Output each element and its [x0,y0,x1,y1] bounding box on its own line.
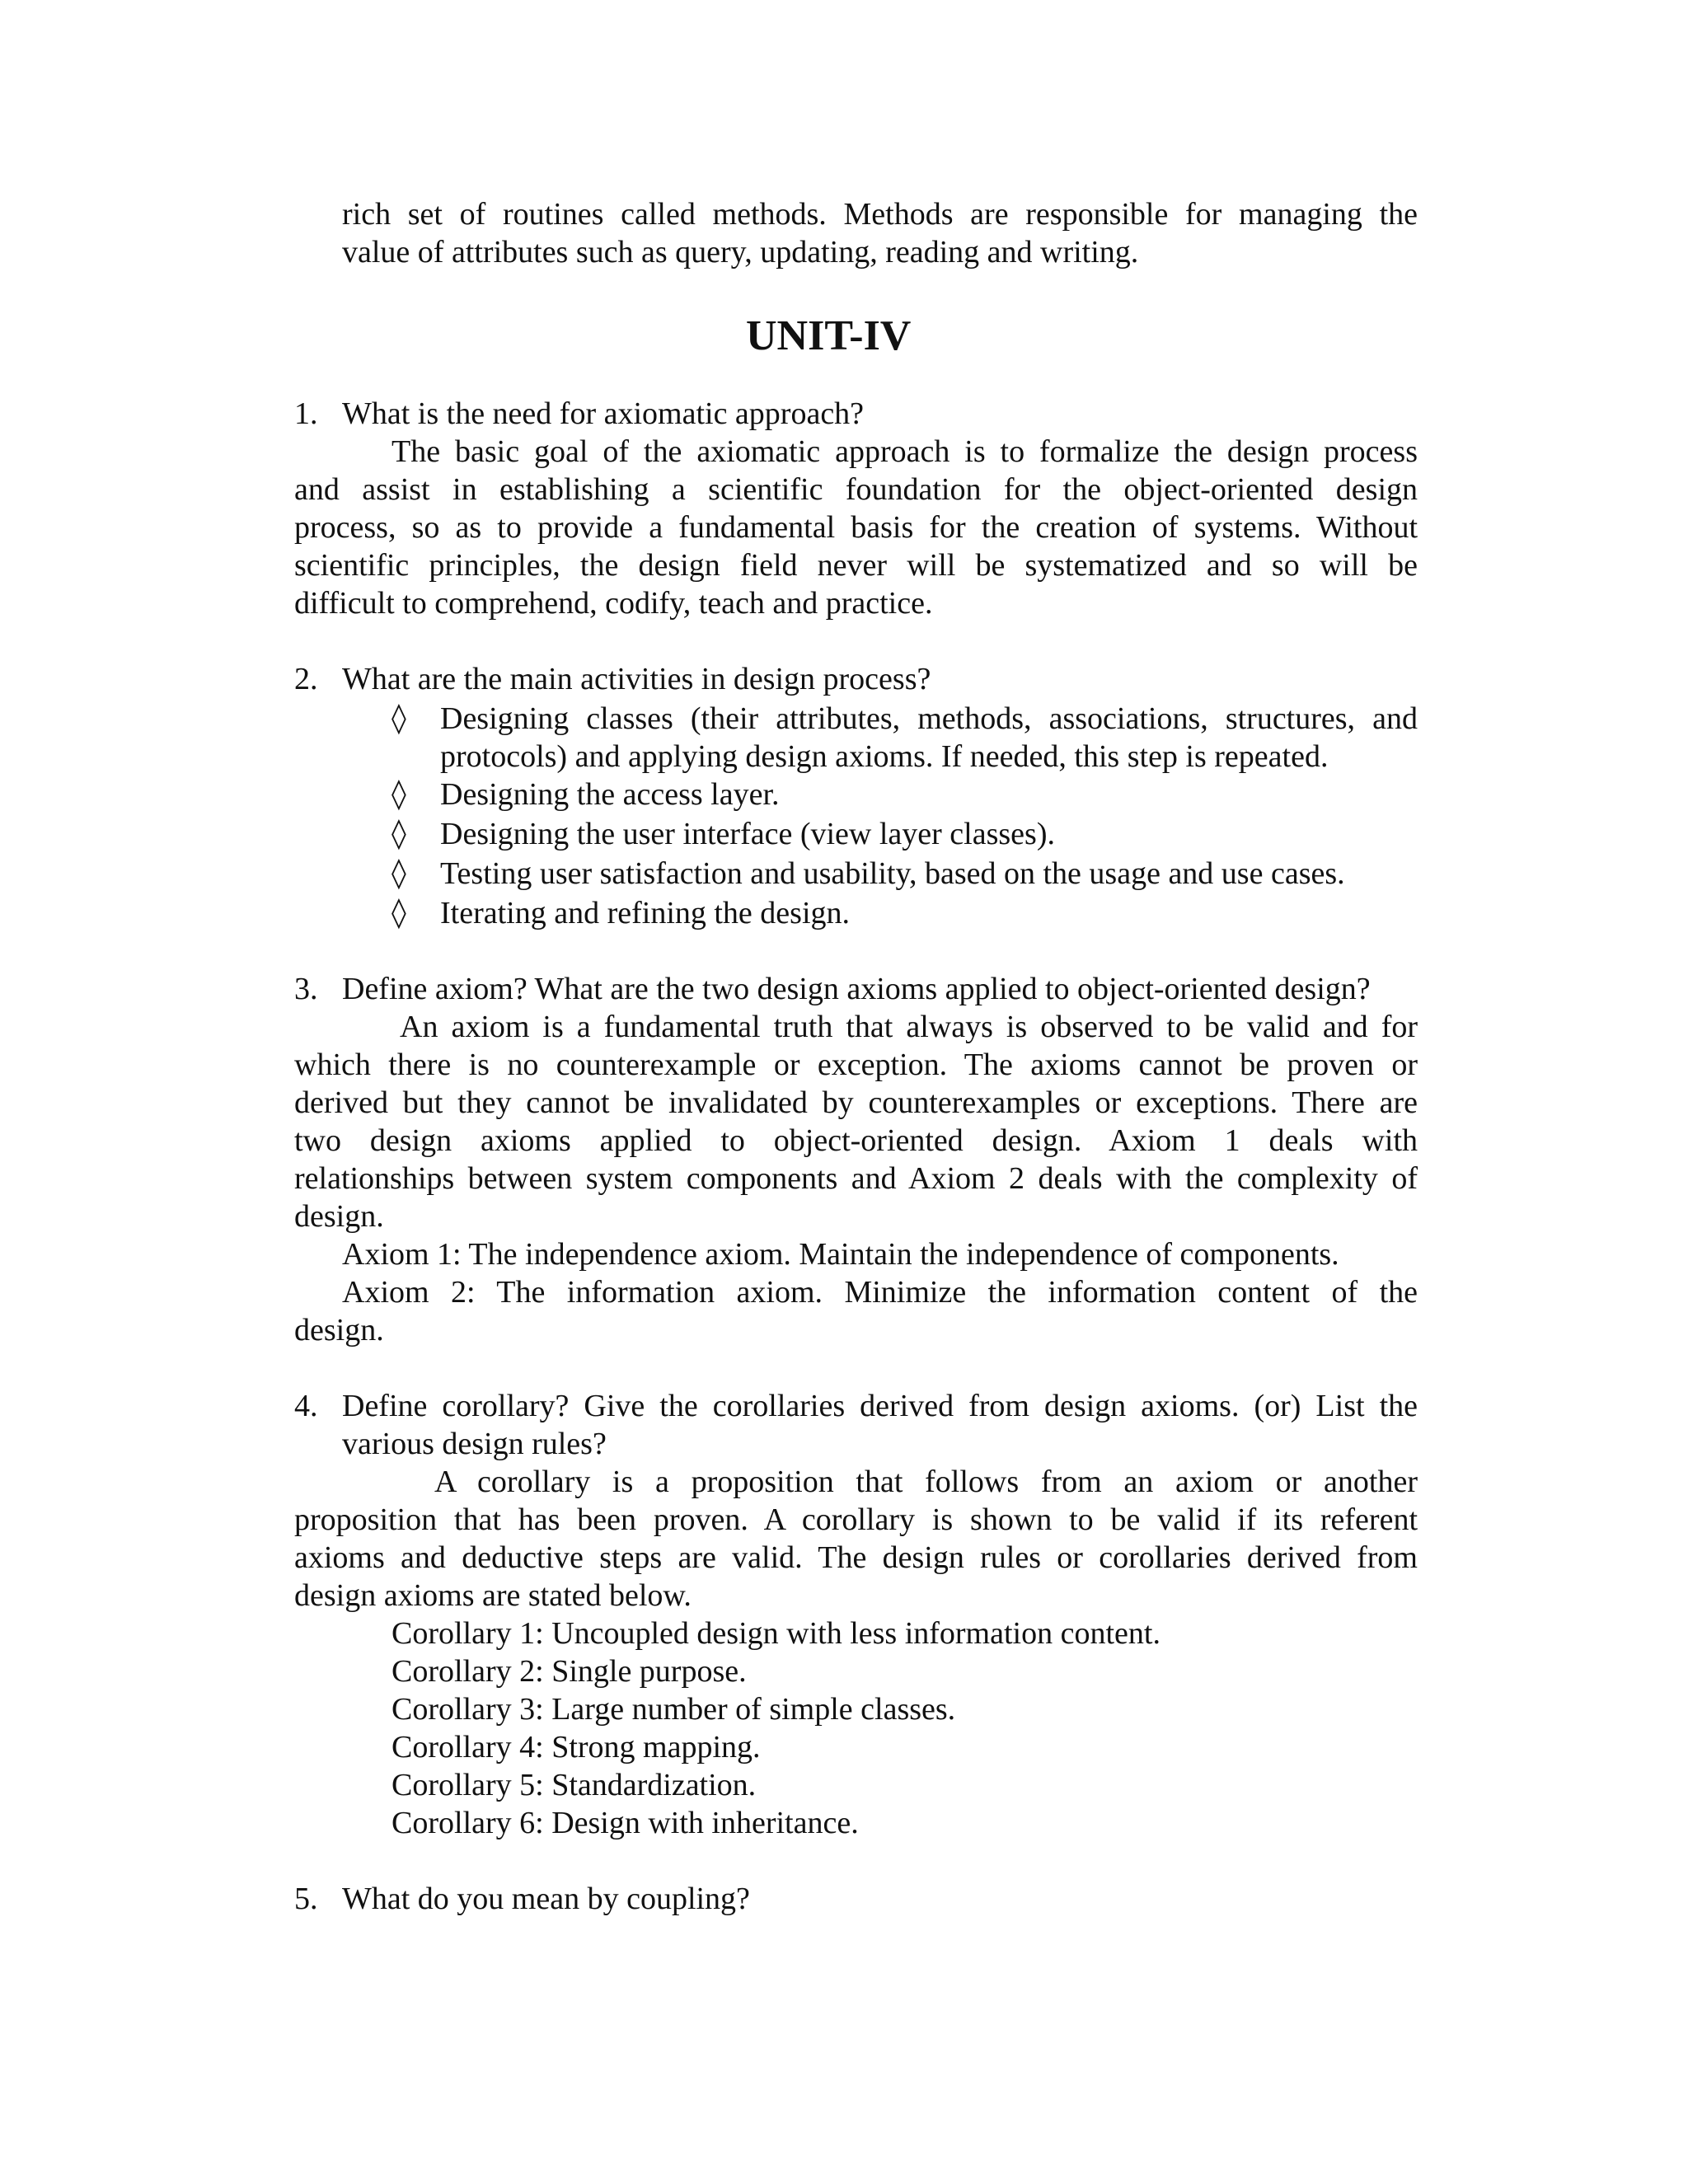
q4-answer-line-1: A corollary is a proposition that follows from an axiom or another [434,1465,1418,1499]
q2-bullet-5: Iterating and refining the design. [440,896,851,930]
unit-title: UNIT-IV [746,312,912,359]
q1-answer-line-3: process, so as to provide a fundamental basis for the creation of systems. Without [294,510,1418,545]
corollary-1: Corollary 1: Uncoupled design with less information content. [392,1616,1160,1651]
q3-answer-line-1: An axiom is a fundamental truth that always is observed to be valid and for [400,1010,1418,1044]
q1-answer-line-1: The basic goal of the axiomatic approach is to formalize the design process [392,434,1418,469]
q2-bullet-1: Designing classes (their attributes, methods, associations, structures, and [440,701,1418,736]
q1-question: What is the need for axiomatic approach? [342,396,865,431]
q3-answer-line-5: relationships between system components and Axiom 2 deals with the complexity of [294,1161,1418,1196]
q3-axiom-2: Axiom 2: The information axiom. Minimize the information content of the [342,1275,1418,1310]
q3-question: Define axiom? What are the two design axioms applied to object-oriented design? [342,972,1371,1006]
q3-number: 3. [294,972,318,1006]
q4-question-line-1: Define corollary? Give the corollaries derived from design axioms. (or) List the [342,1389,1418,1423]
q4-answer-line-2: proposition that has been proven. A corollary is shown to be valid if its referent [294,1502,1418,1537]
corollary-3: Corollary 3: Large number of simple classes. [392,1692,956,1727]
diamond-bullet-icon: ◊ [392,817,406,851]
q1-answer-line-5: difficult to comprehend, codify, teach and practice. [294,586,933,621]
intro-line-2: value of attributes such as query, updating, reading and writing. [342,235,1139,269]
q2-question: What are the main activities in design process? [342,662,931,696]
q1-number: 1. [294,396,318,431]
q5-number: 5. [294,1882,318,1916]
q3-answer-line-3: derived but they cannot be invalidated by counterexamples or exceptions. There are [294,1085,1418,1120]
corollary-4: Corollary 4: Strong mapping. [392,1730,761,1765]
q2-number: 2. [294,662,318,696]
q1-answer-line-4: scientific principles, the design field never will be systematized and so will be [294,548,1418,583]
q3-answer-line-4: two design axioms applied to object-oriented design. Axiom 1 deals with [294,1123,1418,1158]
corollary-5: Corollary 5: Standardization. [392,1768,757,1802]
q4-question-line-2: various design rules? [342,1427,607,1461]
diamond-bullet-icon: ◊ [392,777,406,811]
q4-answer-line-3: axioms and deductive steps are valid. The design rules or corollaries derived from [294,1540,1418,1575]
corollary-2: Corollary 2: Single purpose. [392,1654,747,1689]
diamond-bullet-icon: ◊ [392,896,406,930]
q2-bullet-4: Testing user satisfaction and usability, based on the usage and use cases. [440,856,1345,891]
q2-bullet-3: Designing the user interface (view layer classes). [440,817,1055,851]
q2-bullet-1-cont: protocols) and applying design axioms. If needed, this step is repeated. [440,739,1329,774]
diamond-bullet-icon: ◊ [392,856,406,890]
q3-answer-line-2: which there is no counterexample or exception. The axioms cannot be proven or [294,1047,1418,1082]
q1-answer-line-2: and assist in establishing a scientific foundation for the object-oriented design [294,472,1418,507]
q2-bullet-2: Designing the access layer. [440,777,780,812]
q3-answer-line-6: design. [294,1199,384,1234]
q4-answer-line-4: design axioms are stated below. [294,1578,692,1613]
q5-question: What do you mean by coupling? [342,1882,750,1916]
q3-axiom-2-cont: design. [294,1313,384,1347]
intro-line-1: rich set of routines called methods. Methods are responsible for managing the [342,197,1418,232]
q4-number: 4. [294,1389,318,1423]
q3-axiom-1: Axiom 1: The independence axiom. Maintain the independence of components. [342,1237,1339,1272]
diamond-bullet-icon: ◊ [392,701,406,735]
corollary-6: Corollary 6: Design with inheritance. [392,1806,859,1840]
